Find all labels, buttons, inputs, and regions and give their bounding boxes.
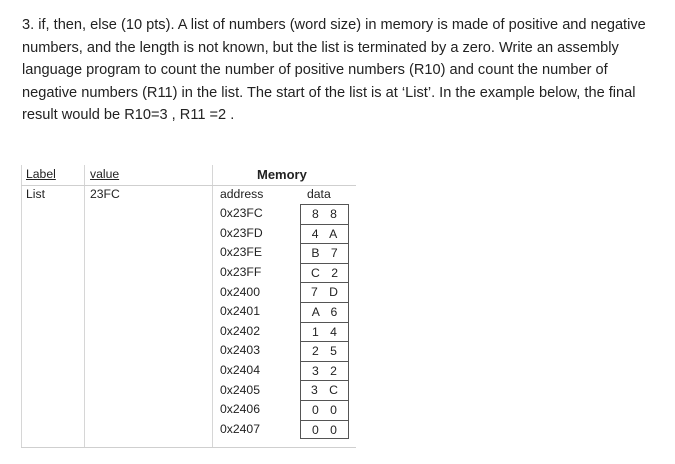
question-number: 3. bbox=[22, 17, 35, 33]
address-header: address bbox=[220, 186, 264, 201]
address-cell: 0x23FC bbox=[220, 206, 263, 221]
address-cell: 0x2404 bbox=[220, 363, 260, 377]
data-cell: 3 2 bbox=[301, 362, 348, 382]
label-header: Label bbox=[26, 167, 56, 181]
data-cell: 7 D bbox=[301, 283, 348, 303]
data-cell: 0 0 bbox=[301, 401, 348, 421]
memory-header: Memory bbox=[257, 167, 307, 182]
list-row bbox=[21, 185, 356, 205]
data-header: data bbox=[307, 186, 331, 201]
address-cell: 0x2405 bbox=[220, 382, 260, 397]
memory-table bbox=[21, 165, 356, 448]
address-cell: 0x2401 bbox=[220, 304, 260, 319]
address-cell: 0x2407 bbox=[220, 421, 260, 436]
address-cell: 0x23FF bbox=[220, 265, 262, 279]
data-cell: 8 8 bbox=[301, 205, 348, 225]
value-header: value bbox=[90, 167, 120, 181]
data-cell: 2 5 bbox=[301, 342, 348, 362]
data-cell: 1 4 bbox=[301, 323, 348, 343]
address-cell: 0x2406 bbox=[220, 402, 260, 417]
data-cell: C 2 bbox=[301, 264, 348, 284]
data-column bbox=[300, 204, 349, 439]
question-body: if, then, else (10 pts). A list of numbers (word size) in memory is made of positive and negative numbers, and the length is not known, but the list is terminated by a zero. Write an assembly language program to count the number of positive numbers (R10) and count the number of negative numbers (R11) in the list. The start of the list is at ‘List’. In the example below, the final result would be R10=3 , R11 =2 . bbox=[22, 17, 646, 124]
address-cell: 0x23FE bbox=[220, 245, 263, 260]
data-cell: 3 C bbox=[301, 381, 348, 401]
address-cell: 0x2403 bbox=[220, 343, 260, 358]
question-paragraph bbox=[22, 14, 662, 127]
data-cell: 4 A bbox=[301, 225, 348, 245]
data-cell: 0 0 bbox=[312, 422, 341, 437]
address-cell: 0x2402 bbox=[220, 323, 260, 338]
header-row bbox=[21, 165, 356, 186]
address-cell: 0x23FD bbox=[220, 225, 263, 240]
data-cell: A 6 bbox=[301, 303, 348, 323]
start-address-value: 23FC bbox=[90, 186, 120, 201]
label-value: List bbox=[26, 186, 45, 201]
data-cell: B 7 bbox=[301, 244, 348, 264]
address-cell: 0x2400 bbox=[220, 284, 260, 299]
question-text-block bbox=[22, 14, 662, 127]
